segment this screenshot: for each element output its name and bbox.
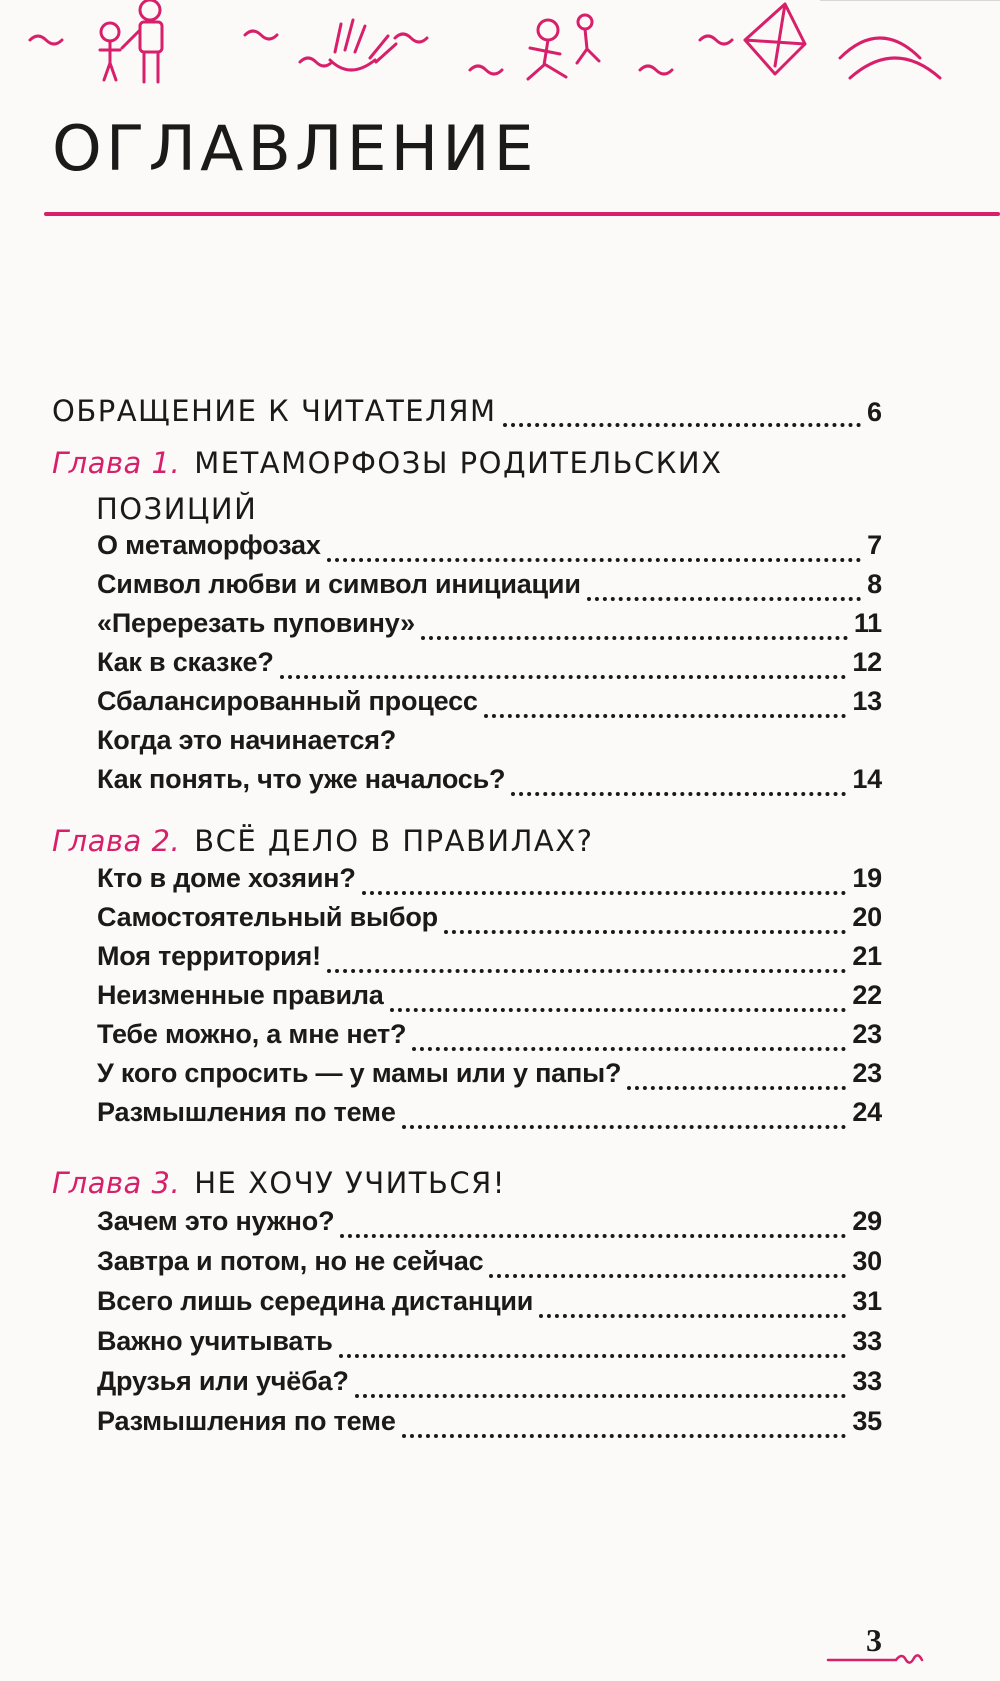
dot-leader: [340, 1234, 846, 1238]
toc-entry[interactable]: [97, 1097, 882, 1137]
dot-leader: [511, 792, 846, 796]
toc-entry-label: Символ любви и символ инициации: [97, 569, 581, 599]
dot-leader: [489, 1274, 846, 1278]
toc-entry[interactable]: [97, 1326, 882, 1366]
toc-entry-label: Зачем это нужно?: [97, 1206, 335, 1236]
toc-entry-label: Размышления по теме: [97, 1406, 396, 1436]
dot-leader: [412, 1047, 846, 1051]
toc-entry-label: Тебе можно, а мне нет?: [97, 1019, 407, 1049]
chapter-title: НЕ ХОЧУ УЧИТЬСЯ!: [194, 1166, 506, 1200]
page-number: 3: [866, 1622, 882, 1658]
chapter-title-continued: ПОЗИЦИЙ: [96, 492, 258, 526]
toc-entry-page: 31: [852, 1286, 882, 1316]
toc-entry[interactable]: [97, 980, 882, 1020]
toc-entry-page: 22: [852, 980, 882, 1010]
chapter-title: ВСЁ ДЕЛО В ПРАВИЛАХ?: [194, 824, 594, 858]
toc-entry[interactable]: [97, 1406, 882, 1446]
toc-entry-label: Неизменные правила: [97, 980, 384, 1010]
toc-entry[interactable]: [97, 764, 882, 804]
toc-entry-label: Моя территория!: [97, 941, 321, 971]
toc-entry-label: Кто в доме хозяин?: [97, 863, 356, 893]
chapter-heading-3[interactable]: [52, 1160, 506, 1206]
toc-entry[interactable]: [97, 863, 882, 903]
dot-leader: [539, 1314, 846, 1318]
toc-entry-page: 29: [852, 1206, 882, 1236]
dot-leader: [503, 423, 861, 427]
toc-entry[interactable]: [97, 725, 882, 765]
dot-leader: [327, 558, 861, 562]
dot-leader: [390, 1008, 847, 1012]
header-doodles: [0, 0, 1000, 100]
dot-leader: [421, 636, 848, 640]
toc-entry-label: У кого спросить — у мамы или у папы?: [97, 1058, 622, 1088]
toc-entry-reader-address[interactable]: [52, 394, 882, 436]
toc-entry-label: Размышления по теме: [97, 1097, 396, 1127]
chapter-number: Глава 3.: [52, 1166, 181, 1200]
toc-entry-page: 13: [852, 686, 882, 716]
toc-entry-label: ОБРАЩЕНИЕ К ЧИТАТЕЛЯМ: [52, 394, 497, 428]
toc-entry-label: Сбалансированный процесс: [97, 686, 478, 716]
toc-entry[interactable]: [97, 1366, 882, 1406]
toc-entry[interactable]: [97, 686, 882, 726]
title-underline: [44, 212, 1000, 216]
dot-leader: [355, 1394, 847, 1398]
toc-entry-page: 11: [853, 608, 882, 638]
toc-entry-page: 23: [852, 1058, 882, 1088]
chapter-heading-1[interactable]: [52, 440, 722, 532]
toc-entry[interactable]: [97, 1206, 882, 1246]
dot-leader: [402, 1125, 847, 1129]
toc-entry[interactable]: [97, 902, 882, 942]
dot-leader: [444, 930, 846, 934]
toc-entry[interactable]: [97, 1019, 882, 1059]
page-number-flourish: [826, 1648, 926, 1668]
toc-entry[interactable]: [97, 941, 882, 981]
toc-entry-page: 19: [852, 863, 882, 893]
toc-entry-page: 12: [852, 647, 882, 677]
toc-entry-page: 14: [852, 764, 882, 794]
dot-leader: [327, 969, 846, 973]
chapter-heading-2[interactable]: [52, 818, 593, 864]
dot-leader: [280, 675, 847, 679]
toc-entry-page: 33: [852, 1326, 882, 1356]
toc-entry-label: Завтра и потом, но не сейчас: [97, 1246, 484, 1276]
toc-entry-page: 6: [866, 397, 882, 427]
toc-entry-page: 30: [852, 1246, 882, 1276]
toc-entry-label: Как понять, что уже началось?: [97, 764, 506, 794]
toc-entry-label: О метаморфозах: [97, 530, 321, 560]
toc-entry-page: 7: [867, 530, 882, 560]
dot-leader: [362, 891, 847, 895]
toc-entry-label: Важно учитывать: [97, 1326, 333, 1356]
toc-entry[interactable]: [97, 569, 882, 609]
toc-entry[interactable]: [97, 1286, 882, 1326]
toc-entry-page: 8: [867, 569, 882, 599]
chapter-title: МЕТАМОРФОЗЫ РОДИТЕЛЬСКИХ: [194, 446, 723, 480]
toc-entry-page: 21: [852, 941, 882, 971]
toc-entry-page: 23: [852, 1019, 882, 1049]
toc-entry[interactable]: [97, 1246, 882, 1286]
toc-entry-page: 24: [852, 1097, 882, 1127]
toc-entry[interactable]: [97, 530, 882, 570]
toc-entry[interactable]: [97, 647, 882, 687]
toc-entry-label: Всего лишь середина дистанции: [97, 1286, 534, 1316]
dot-leader: [587, 597, 861, 601]
toc-entry-page: 35: [852, 1406, 882, 1436]
toc-entry-label: «Перерезать пуповину»: [97, 608, 415, 638]
toc-entry-label: Друзья или учёба?: [97, 1366, 349, 1396]
dot-leader: [339, 1354, 847, 1358]
toc-entry[interactable]: [97, 608, 882, 648]
chapter-number: Глава 2.: [52, 824, 181, 858]
toc-entry-page: 20: [852, 902, 882, 932]
toc-entry-label: Как в сказке?: [97, 647, 274, 677]
dot-leader: [627, 1086, 846, 1090]
dot-leader: [402, 1434, 847, 1438]
dot-leader: [484, 714, 847, 718]
toc-entry[interactable]: [97, 1058, 882, 1098]
chapter-number: Глава 1.: [52, 446, 181, 480]
toc-entry-label: Самостоятельный выбор: [97, 902, 438, 932]
page-title: ОГЛАВЛЕНИЕ: [52, 112, 538, 185]
toc-entry-label: Когда это начинается?: [97, 725, 397, 755]
toc-entry-page: 33: [852, 1366, 882, 1396]
